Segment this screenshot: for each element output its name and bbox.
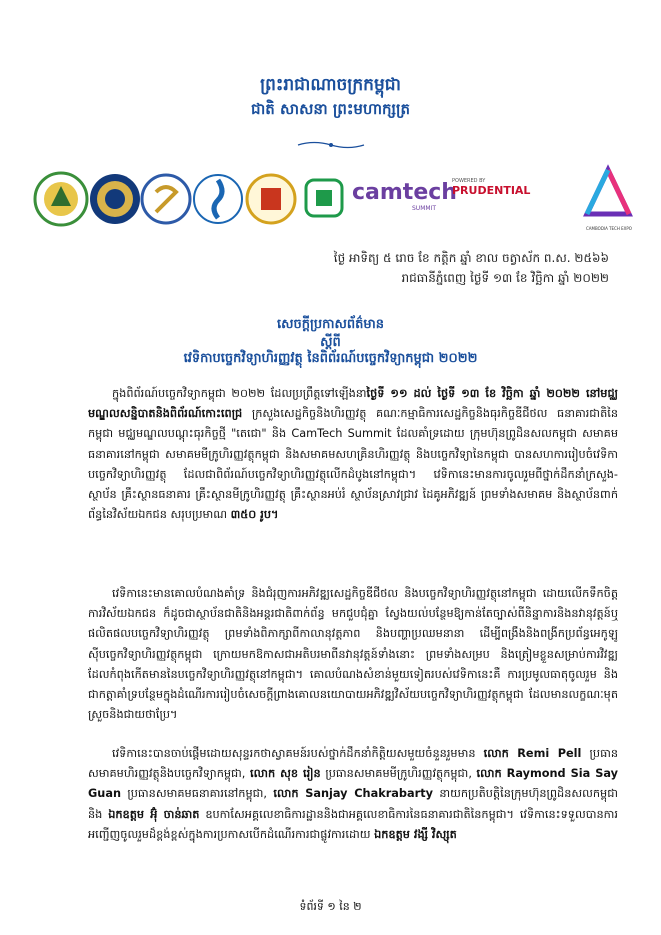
p1-seg: ក្នុងពិព័រណ៍បច្ចេកវិទ្យាកម្ពុជា ២០២២ ដែលប្រព្រឹត្តទៅឡើងនា (112, 387, 367, 400)
p3-seg-bold: លោក សុខ រៀន (250, 767, 321, 781)
solar-date: រាជធានីភ្នំពេញ ថ្ងៃទី ១៣ ខែ វិច្ឆិកា ឆ្នាំ ២០២២ (401, 271, 609, 285)
motto-header: ជាតិ សាសនា ព្រះមហាក្សត្រ (251, 100, 410, 118)
partner-logos (0, 160, 661, 240)
page-number: ទំព័រទី ១ នៃ ២ (299, 900, 362, 913)
p1-seg: ក្រសួងសេដ្ឋកិច្ចនិងហិរញ្ញវត្ថុ គណៈកម្មាធិការសេដ្ឋកិច្ចនិងធុរកិច្ចឌីជីថល ធនាគារជាតិនៃកម្ពុជា មជ្ឈមណ្ឌលបណ្តុះធុរកិច្ចថ្មី "តេជោ" និង CamTech Summit ដែលគាំទ្រដោយ ក្រុមហ៊ុនព្រូដិនសលកម្ពុជា សមាគមធនាគារនៅកម្ពុជា សមាគមមីក្រូហិរញ្ញវត្ថុកម្ពុជា និងសមាគមសហគ្រិនហិរញ្ញវត្ថុ និងបច្ចេកវិទ្យានៃកម្ពុជា បានសហការរៀបចំវេទិកាបច្ចេកវិទ្យាហិរញ្ញវត្ថុ ដែលជាពិព័រណ៍បច្ចេកវិទ្យាហិរញ្ញវត្ថុលើកដំបូងនៅកម្ពុជា។ វេទិកានេះមានការចូលរួមពីថ្នាក់ដឹកនាំក្រសួង-ស្ថាប័ន គ្រឹះស្ថានធនាគារ គ្រឹះស្ថានមីក្រូហិរញ្ញវត្ថុ គ្រឹះស្ថានអប់រំ ស្ថាប័នស្រាវជ្រាវ ដៃគូអភិវឌ្ឍន៍ ព្រមទាំងសមាគម និងស្ថាប័នពាក់ព័ន្ធនៃវិស័យឯកជន សរុបប្រមាណ (88, 407, 618, 522)
p3-seg: ប្រធានសមាគមធនាគារនៅកម្ពុជា, (120, 787, 274, 801)
camtech-logo-sub: SUMMIT (412, 205, 436, 212)
doc-title: សេចក្តីប្រកាសព័ត៌មាន (276, 317, 385, 332)
techo-startup-logo (192, 170, 244, 228)
prudential-logo-text: PRUDENTIAL (452, 184, 531, 197)
kingdom-header: ព្រះរាជាណាចក្រកម្ពុជា (260, 75, 401, 95)
p3-seg-bold: លោក Sanjay Chakrabarty (273, 787, 433, 801)
p3-seg-bold: ឯកឧត្តម អ៊ុំ ចាន់ឆាត (108, 807, 200, 821)
p3-seg-bold: ឯកឧត្តម វង្សី វិស្សុត (374, 827, 457, 841)
mef-logo (33, 170, 89, 228)
p3-seg: វេទិកានេះបានចាប់ផ្តើមដោយសុន្ទរកថាស្វាគមន៍របស់ថ្នាក់ដឹកនាំកិត្តិយសមួយចំនួនរួមមាន (112, 747, 484, 760)
p3-seg: នាយកប្រតិបត្តិនៃក្រុមហ៊ុនព្រូដិនសលកម្ពុជា និង (88, 787, 618, 821)
p3-seg: ឧបកាសែអគ្គលេខាធិការដ្ឋាននិងជាអគ្គលេខាធិការនៃធនាគារជាតិនៃកម្ពុជា។ វេទិកានេះទទួលបានការអញ្ជើញចូលរួមដ៏ខ្ពង់ខ្ពស់ក្នុងការប្រកាសបើកដំណើរការជាផ្លូវការដោយ (88, 807, 619, 841)
doc-title-subject: វេទិកាបច្ចេកវិទ្យាហិរញ្ញវត្ថុ នៃពិព័រណ៍បច្ចេកវិទ្យាកម្ពុជា ២០២២ (183, 351, 478, 366)
paragraph-1 (88, 384, 618, 525)
camtech-logo (352, 180, 457, 220)
lunar-date: ថ្ងៃ អាទិត្យ ៥ រោច ខែ កត្តិក ឆ្នាំ ខាល ចត្វាស័ក ព.ស. ២៥៦៦ (333, 251, 609, 265)
prudential-logo (452, 178, 542, 218)
p3-seg-bold: លោក Remi Pell (483, 747, 582, 760)
tech-expo-logo (583, 164, 633, 230)
p3-seg: ប្រធានសមាគមមីក្រូហិរញ្ញវត្ថុកម្ពុជា, (320, 767, 477, 781)
paragraph-3 (88, 744, 618, 845)
p3-seg-bold: លោក Raymond Sia Say Guan (88, 767, 618, 801)
cma-logo (298, 170, 350, 228)
abc-logo (245, 170, 297, 228)
p1-seg-bold: ថ្ងៃទី ១១ ដល់ ថ្ងៃទី ១៣ ខែ វិច្ឆិកា ឆ្នាំ ២០២២ នៅមជ្ឈមណ្ឌលសន្និបាតនិងពិព័រណ៍កោះពេជ្រ (88, 387, 618, 421)
prudential-powered-label: POWERED BY (452, 178, 486, 184)
p2-seg: វេទិកានេះមានគោលបំណងគាំទ្រ និងជំរុញការអភិវឌ្ឍសេដ្ឋកិច្ចឌីជីថល និងបច្ចេកវិទ្យាហិរញ្ញវត្ថុនៅកម្ពុជា ដោយលើកទឹកចិត្តការវិស័យឯកជន ក៏ដូចជាស្ថាប័នជាតិនិងអន្តរជាតិពាក់ព័ន្ធ មកជួបជុំគ្នា ស្វែងយល់បន្ថែមឱ្យកាន់តែច្បាស់ពីនិន្នាការនិងនវានុវត្តន៍ឬផលិតផលបច្ចេកវិទ្យាហិរញ្ញវត្ថុ ព្រមទាំងពិភាក្សាពីកាលានុវត្តភាព និងបញ្ហាប្រឈមនានា ដើម្បីពង្រឹងនិងពង្រីកប្រព័ន្ធអេកូឡូស៊ីបច្ចេកវិទ្យាហិរញ្ញវត្ថុកម្ពុជា ក្រោយមកឱកាសជាអតិបរមាពីនវានុវត្តន៍ទាំងនោះ ព្រមទាំងសម្រប និងត្រៀមខ្លួនសម្រាប់ការវិវឌ្ឍដែលកំពុងកើតមាននៃបច្ចេកវិទ្យាហិរញ្ញវត្ថុនៅកម្ពុជា។ គោលបំណងសំខាន់មួយទៀតរបស់វេទិកានេះគឺ ការប្រមូលធាតុចូលរួម និងជាកត្តាគាំទ្របន្ថែមក្នុងដំណើរការរៀបចំសេចក្តីព្រាងគោលនយោបាយអភិវឌ្ឍវិស័យបច្ចេកវិទ្យាហិរញ្ញវត្ថុកម្ពុជា ដែលមានលក្ខណៈមុតស្រួចនិងជាយថាប្រែ។ (88, 587, 618, 722)
p1-seg-bold: ៣៥០ រូប។ (230, 508, 279, 522)
nbc-logo (88, 170, 142, 228)
divider-ornament (296, 140, 366, 150)
camtech-logo-text: camtech (352, 180, 457, 205)
paragraph-2 (88, 584, 618, 725)
p3-seg: ប្រធានសមាគមហិរញ្ញវត្ថុនិងបច្ចេកវិទ្យាកម្ពុជា, (88, 747, 619, 781)
tech-expo-label: CAMBODIA TECH EXPO (586, 226, 632, 231)
doc-title-about: ស្តីពី (320, 335, 341, 350)
dec-logo (140, 170, 192, 228)
